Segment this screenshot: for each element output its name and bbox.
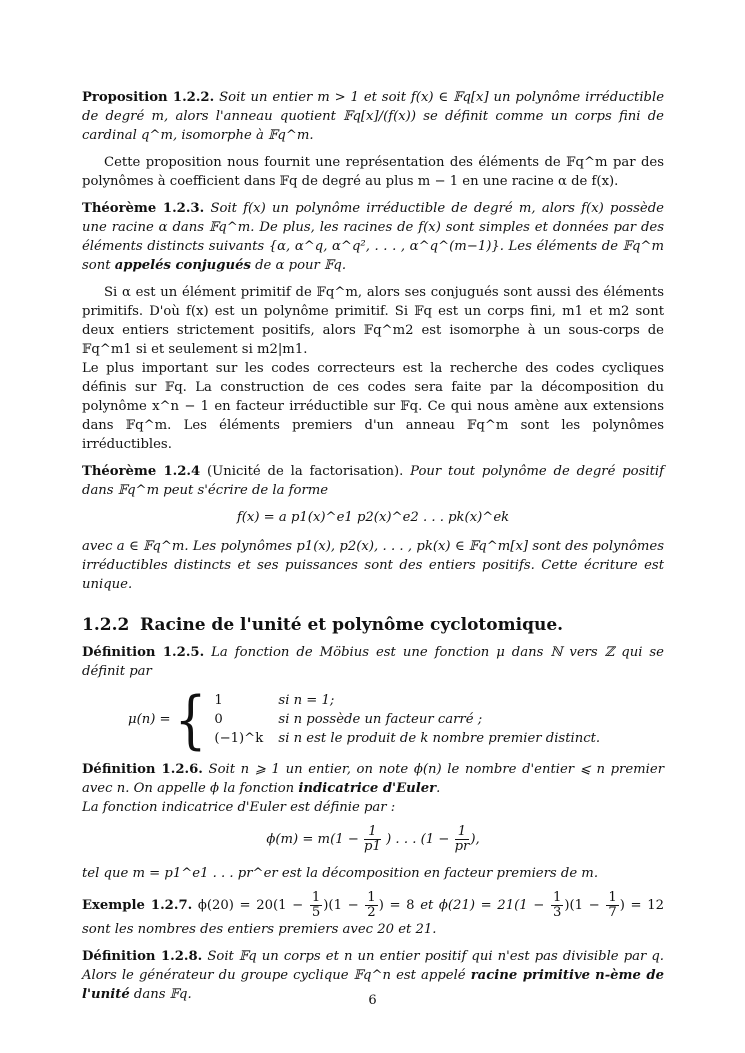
mobius-case-row	[214, 710, 600, 729]
case-condition: si n est le produit de k nombre premier distinct.	[278, 731, 601, 746]
theoreme-1-2-4-after: avec a ∈ 𝔽q^m. Les polynômes p1(x), p2(x), . . . , pk(x) ∈ 𝔽q^m[x] sont des polynômes irréductibles distincts et ses puissances sont des entiers positifs. Cette écriture est unique.	[82, 539, 664, 592]
euler-formula	[82, 825, 664, 854]
paragraph-2: Si α est un élément primitif de 𝔽q^m, alors ses conjugués sont aussi des éléments primitifs. D'où f(x) est un polynôme primitif. Si 𝔽q est un corps fini, m1 et m2 sont deux entiers strictement positifs, alors 𝔽q^m2 est isomorphe à un sous-corps de 𝔽q^m1 si et seulement si m2|m1.	[82, 285, 664, 357]
denominator: 2	[367, 905, 376, 920]
mobius-cases	[128, 683, 664, 756]
euler-formula-mid: ) . . . (1 −	[386, 832, 450, 847]
exemple-part: )(1 −	[564, 898, 600, 913]
factorisation-formula: f(x) = a p1(x)^e1 p2(x)^e2 . . . pk(x)^ek	[236, 510, 510, 525]
section-number: 1.2.2	[82, 615, 130, 635]
definition-1-2-6-bold: indicatrice d'Euler	[298, 781, 437, 796]
proposition-text: Soit un entier m > 1 et soit f(x) ∈ 𝔽q[x] un polynôme irréductible de degré m, alors l'anneau quotient 𝔽q[x]/(f(x)) se définit comme un corps fini de cardinal q^m, isomorphe à 𝔽q^m.	[82, 90, 665, 143]
numerator: 1	[455, 825, 470, 840]
case-condition: si n possède un facteur carré ;	[278, 712, 483, 727]
page-content	[82, 88, 664, 1012]
numerator: 1	[552, 890, 562, 905]
case-value: (−1)^k	[214, 731, 264, 746]
fraction	[365, 891, 377, 920]
numerator: 1	[608, 890, 617, 905]
case-value: 1	[214, 693, 223, 708]
denominator: pr	[454, 839, 470, 854]
definition-1-2-6-text-a: Soit n ⩾ 1 un entier, on note ϕ(n) le nombre d'entier ⩽ n premier avec n. On appelle ϕ la fonction	[82, 762, 664, 796]
fraction	[455, 825, 470, 854]
definition-1-2-8-bold: racine primitive	[470, 968, 591, 983]
page-number: 6	[368, 993, 377, 1008]
exemple-label: Exemple 1.2.7.	[82, 898, 193, 913]
exemple-1-2-7	[82, 891, 664, 939]
definition-1-2-6	[82, 760, 664, 798]
numerator: 1	[367, 890, 376, 905]
definition-1-2-6-label: Définition 1.2.6.	[82, 762, 203, 777]
theoreme-label: Théorème 1.2.3.	[82, 201, 205, 216]
proposition-1-2-2	[82, 88, 664, 145]
definition-1-2-5-text: La fonction de Möbius est une fonction μ dans ℕ vers ℤ qui se définit par	[82, 645, 664, 679]
theoreme-bold: appelés conjugués	[114, 258, 251, 273]
definition-1-2-6-after: tel que m = p1^e1 . . . pr^er est la décomposition en facteur premiers de m.	[82, 866, 599, 881]
proposition-label: Proposition 1.2.2.	[82, 90, 215, 105]
theoreme-1-2-3	[82, 199, 664, 275]
exemple-part: et ϕ(21) = 21(1 −	[420, 898, 545, 913]
definition-1-2-8-text-b: dans 𝔽q.	[133, 987, 192, 1002]
fraction	[364, 825, 381, 854]
denominator: 3	[552, 905, 562, 920]
fraction	[551, 891, 563, 920]
fraction	[310, 891, 322, 920]
exemple-part: ϕ(20) = 20(1 −	[197, 898, 304, 913]
euler-formula-right: ),	[470, 832, 480, 847]
exemple-part: ) = 8	[378, 898, 415, 913]
theoreme-1-2-4-label: Théorème 1.2.4	[82, 464, 201, 479]
definition-1-2-6-text-b: .	[436, 781, 441, 796]
fraction	[606, 891, 618, 920]
exemple-part: sont les nombres des entiers premiers avec 20 et 21.	[82, 922, 437, 937]
denominator: p1	[364, 839, 381, 854]
exemple-part: ) = 12	[619, 898, 664, 913]
paragraph-3: Le plus important sur les codes correcteurs est la recherche des codes cycliques définis sur 𝔽q. La construction de ces codes sera faite par la décomposition du polynôme x^n − 1 en facteur irréductible sur 𝔽q. Ce qui nous amène aux extensions dans 𝔽q^m. Les éléments premiers d'un anneau 𝔽q^m sont les polynômes irréductibles.	[82, 361, 664, 452]
definition-1-2-8-text-a: Soit 𝔽q un corps et n un entier positif qui n'est pas divisible par q. Alors le générateur du groupe cyclique 𝔽q^n est appelé	[82, 949, 665, 983]
numerator: 1	[364, 825, 381, 840]
numerator: 1	[311, 890, 321, 905]
euler-formula-left: ϕ(m) = m(1 −	[266, 832, 359, 847]
definition-1-2-5	[82, 643, 664, 681]
case-value: 0	[214, 712, 223, 727]
definition-1-2-8-label: Définition 1.2.8.	[82, 949, 203, 964]
denominator: 5	[311, 905, 321, 920]
paragraph-1: Cette proposition nous fournit une représentation des éléments de 𝔽q^m par des polynômes à coefficient dans 𝔽q de degré au plus m − 1 en une racine α de f(x).	[82, 155, 664, 189]
mobius-lhs: μ(n) =	[128, 712, 171, 727]
definition-1-2-8-bold2: n-ème de l'unité	[82, 968, 665, 1002]
section-title: Racine de l'unité et polynôme cyclotomique.	[140, 615, 564, 635]
definition-1-2-6-line2: La fonction indicatrice d'Euler est définie par :	[82, 800, 396, 815]
theoreme-text-a: Soit f(x) un polynôme irréductible de degré m, alors f(x) possède une racine α dans 𝔽q^m. De plus, les racines de f(x) sont simples et données par des éléments distincts suivants {α, α^q, α^q², . . . , α^q^(m−1)}. Les éléments de 𝔽q^m sont	[82, 201, 664, 273]
mobius-case-row	[214, 729, 600, 748]
definition-1-2-5-label: Définition 1.2.5.	[82, 645, 205, 660]
theoreme-text-b: de α pour 𝔽q.	[255, 258, 347, 273]
theoreme-1-2-4-text: Pour tout polynôme de degré positif dans 𝔽q^m peut s'écrire de la forme	[82, 464, 664, 498]
denominator: 7	[608, 905, 617, 920]
section-heading	[82, 616, 664, 635]
theoreme-1-2-4-paren: (Unicité de la factorisation).	[207, 464, 404, 479]
brace-icon: {	[174, 683, 207, 756]
exemple-part: )(1 −	[323, 898, 359, 913]
mobius-case-row	[214, 691, 600, 710]
mobius-rows	[214, 691, 600, 748]
case-condition: si n = 1;	[278, 693, 335, 708]
theoreme-1-2-4	[82, 462, 664, 500]
